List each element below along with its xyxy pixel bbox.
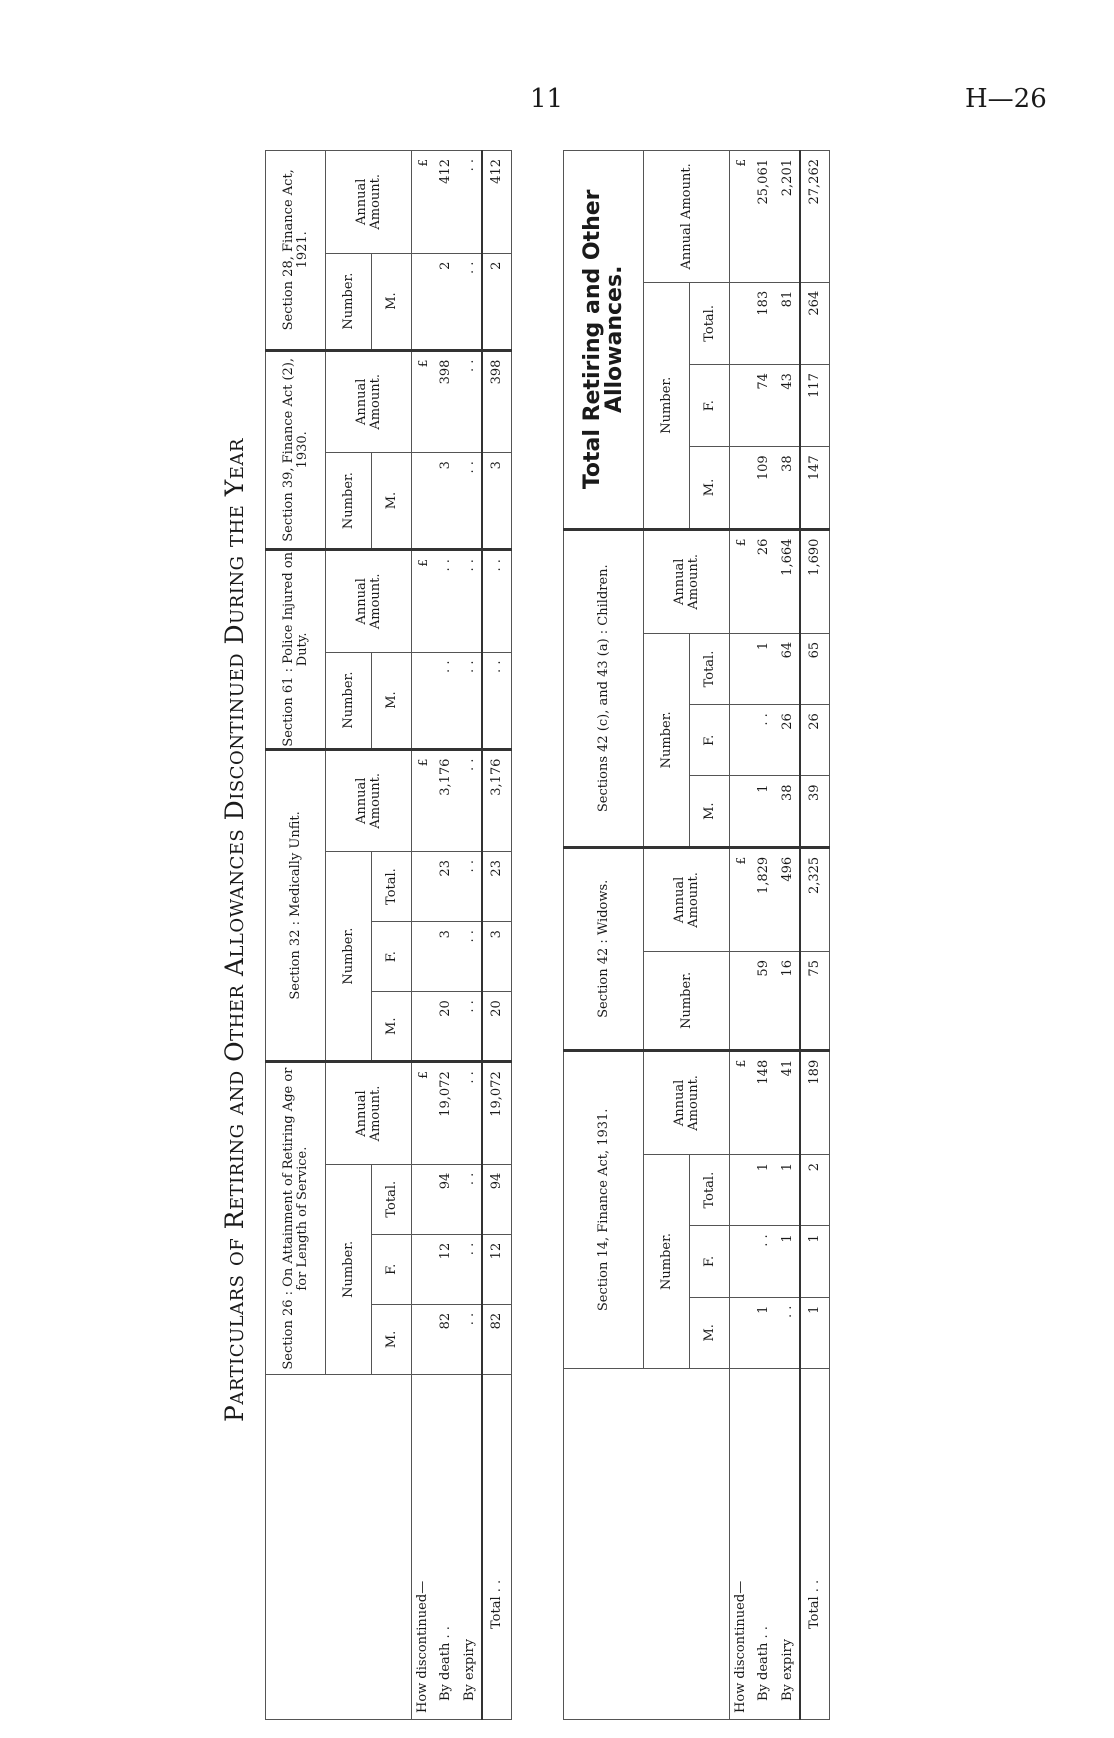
table-row bbox=[776, 151, 800, 1720]
header-blank bbox=[266, 1374, 412, 1719]
pound-sign: £ bbox=[730, 847, 752, 951]
f-header: F. bbox=[690, 705, 730, 776]
cell: 3 bbox=[482, 453, 512, 550]
cell: . . bbox=[458, 852, 482, 922]
cell: 19,072 bbox=[434, 1062, 458, 1164]
cell: 23 bbox=[434, 852, 458, 922]
cell: 2,325 bbox=[800, 847, 830, 951]
cell: 23 bbox=[482, 852, 512, 922]
cell: 65 bbox=[800, 633, 830, 704]
f-header: F. bbox=[690, 365, 730, 447]
by-expiry-label: By expiry bbox=[776, 1368, 800, 1719]
cell: 38 bbox=[776, 447, 800, 529]
section-42-widows-header: Section 42 : Widows. bbox=[564, 847, 644, 1050]
total-header: Total. bbox=[372, 1164, 412, 1234]
cell: 3 bbox=[434, 922, 458, 992]
cell: 38 bbox=[776, 776, 800, 847]
section-42-children-header: Sections 42 (c), and 43 (a) : Children. bbox=[564, 529, 644, 847]
cell: 2,201 bbox=[776, 151, 800, 283]
f-header: F. bbox=[690, 1226, 730, 1297]
number-header: Number. bbox=[644, 282, 690, 529]
pound-sign: £ bbox=[730, 151, 752, 283]
cell: . . bbox=[434, 652, 458, 749]
pound-sign: £ bbox=[730, 529, 752, 633]
annual-amount-header: Annual Amount. bbox=[644, 847, 730, 951]
cell: . . bbox=[458, 550, 482, 652]
m-header: M. bbox=[690, 776, 730, 847]
pound-sign: £ bbox=[412, 1062, 434, 1164]
cell: 3 bbox=[482, 922, 512, 992]
cell: . . bbox=[458, 652, 482, 749]
cell: 43 bbox=[776, 365, 800, 447]
total-row-label: Total . . bbox=[800, 1368, 830, 1719]
cell: 117 bbox=[800, 365, 830, 447]
total-header: Total. bbox=[690, 633, 730, 704]
table-row bbox=[434, 151, 458, 1720]
cell: 2 bbox=[800, 1154, 830, 1225]
f-header: F. bbox=[372, 922, 412, 992]
cell: 1 bbox=[800, 1226, 830, 1297]
cell: 2 bbox=[482, 253, 512, 350]
cell: 189 bbox=[800, 1050, 830, 1154]
cell: 20 bbox=[482, 992, 512, 1062]
cell: . . bbox=[458, 350, 482, 452]
m-header: M. bbox=[372, 992, 412, 1062]
pound-sign: £ bbox=[412, 550, 434, 652]
cell: 25,061 bbox=[752, 151, 776, 283]
total-header: Total. bbox=[372, 852, 412, 922]
cell: 27,262 bbox=[800, 151, 830, 283]
total-allowances-header: Total Retiring and Other Allowances. bbox=[564, 151, 644, 530]
total-row-label: Total . . bbox=[482, 1374, 512, 1719]
table-row bbox=[752, 151, 776, 1720]
number-header: Number. bbox=[644, 1154, 690, 1368]
annual-amount-header: Annual Amount. bbox=[326, 350, 412, 452]
m-header: M. bbox=[372, 453, 412, 550]
cell: . . bbox=[458, 151, 482, 254]
cell: 82 bbox=[482, 1304, 512, 1374]
m-header: M. bbox=[372, 652, 412, 749]
by-death-label: By death . . bbox=[434, 1374, 458, 1719]
cell: 1 bbox=[800, 1297, 830, 1368]
cell: . . bbox=[482, 652, 512, 749]
cell: 183 bbox=[752, 282, 776, 364]
cell: . . bbox=[434, 550, 458, 652]
cell: 3,176 bbox=[482, 749, 512, 851]
cell: . . bbox=[458, 1062, 482, 1164]
cell: . . bbox=[776, 1297, 800, 1368]
cell: 75 bbox=[800, 952, 830, 1051]
cell: 41 bbox=[776, 1050, 800, 1154]
cell: 1 bbox=[752, 1154, 776, 1225]
cell: 148 bbox=[752, 1050, 776, 1154]
total-header: Total. bbox=[690, 282, 730, 364]
annual-amount-header: Annual Amount. bbox=[326, 1062, 412, 1164]
by-expiry-label: By expiry bbox=[458, 1374, 482, 1719]
cell: 398 bbox=[434, 350, 458, 452]
table-bottom bbox=[563, 150, 830, 1720]
m-header: M. bbox=[372, 253, 412, 350]
cell: 1 bbox=[752, 1297, 776, 1368]
section-26-header: Section 26 : On Attainment of Retiring Age or for Length of Service. bbox=[266, 1062, 326, 1375]
page-reference: H—26 bbox=[965, 84, 1047, 114]
table-row bbox=[458, 151, 482, 1720]
cell: 1 bbox=[752, 633, 776, 704]
section-28-header: Section 28, Finance Act, 1921. bbox=[266, 151, 326, 351]
f-header: F. bbox=[372, 1234, 412, 1304]
cell: . . bbox=[458, 453, 482, 550]
cell: 12 bbox=[482, 1234, 512, 1304]
page-number: 11 bbox=[530, 84, 564, 114]
cell: 26 bbox=[776, 705, 800, 776]
number-header: Number. bbox=[326, 453, 372, 550]
cell: 1 bbox=[776, 1154, 800, 1225]
section-61-header: Section 61 : Police Injured on Duty. bbox=[266, 550, 326, 749]
cell: 264 bbox=[800, 282, 830, 364]
m-header: M. bbox=[372, 1304, 412, 1374]
cell: 1,829 bbox=[752, 847, 776, 951]
cell: 94 bbox=[434, 1164, 458, 1234]
cell: 496 bbox=[776, 847, 800, 951]
total-header: Total. bbox=[690, 1154, 730, 1225]
number-header: Number. bbox=[326, 1164, 372, 1374]
cell: . . bbox=[458, 1304, 482, 1374]
number-header: Number. bbox=[326, 652, 372, 749]
cell: . . bbox=[752, 705, 776, 776]
cell: 3 bbox=[434, 453, 458, 550]
cell: . . bbox=[458, 922, 482, 992]
cell: 3,176 bbox=[434, 749, 458, 851]
pound-sign: £ bbox=[730, 1050, 752, 1154]
how-discontinued-label: How discontinued— bbox=[412, 1374, 434, 1719]
cell: 81 bbox=[776, 282, 800, 364]
cell: . . bbox=[482, 550, 512, 652]
section-39-header: Section 39, Finance Act (2), 1930. bbox=[266, 350, 326, 550]
cell: 1 bbox=[752, 776, 776, 847]
table-row-total bbox=[482, 151, 512, 1720]
number-header: Number. bbox=[326, 852, 372, 1062]
by-death-label: By death . . bbox=[752, 1368, 776, 1719]
cell: 1,690 bbox=[800, 529, 830, 633]
cell: 26 bbox=[800, 705, 830, 776]
cell: 82 bbox=[434, 1304, 458, 1374]
pound-sign: £ bbox=[412, 350, 434, 452]
header-blank bbox=[564, 1368, 730, 1719]
cell: . . bbox=[458, 1234, 482, 1304]
pound-sign: £ bbox=[412, 151, 434, 254]
table-top bbox=[265, 150, 512, 1720]
m-header: M. bbox=[690, 447, 730, 529]
cell: 398 bbox=[482, 350, 512, 452]
cell: 74 bbox=[752, 365, 776, 447]
number-header: Number. bbox=[326, 253, 372, 350]
annual-amount-header: Annual Amount. bbox=[644, 529, 730, 633]
cell: 26 bbox=[752, 529, 776, 633]
section-32-header: Section 32 : Medically Unfit. bbox=[266, 749, 326, 1062]
cell: . . bbox=[458, 749, 482, 851]
annual-amount-header: Annual Amount. bbox=[326, 550, 412, 652]
cell: . . bbox=[752, 1226, 776, 1297]
cell: 94 bbox=[482, 1164, 512, 1234]
page-title: Particulars of Retiring and Other Allowances Discontinued During the Year bbox=[220, 438, 249, 1422]
pound-sign: £ bbox=[412, 749, 434, 851]
cell: 2 bbox=[434, 253, 458, 350]
cell: 1 bbox=[776, 1226, 800, 1297]
cell: 19,072 bbox=[482, 1062, 512, 1164]
number-header: Number. bbox=[644, 633, 690, 847]
cell: 109 bbox=[752, 447, 776, 529]
annual-amount-header: Annual Amount. bbox=[644, 151, 730, 283]
cell: 412 bbox=[434, 151, 458, 254]
rotated-page-content bbox=[215, 150, 865, 1720]
allowances-table-1 bbox=[265, 150, 512, 1720]
cell: . . bbox=[458, 1164, 482, 1234]
table-row-total bbox=[800, 151, 830, 1720]
cell: 20 bbox=[434, 992, 458, 1062]
allowances-table-2 bbox=[563, 150, 830, 1720]
cell: 39 bbox=[800, 776, 830, 847]
cell: 412 bbox=[482, 151, 512, 254]
cell: 1,664 bbox=[776, 529, 800, 633]
cell: . . bbox=[458, 992, 482, 1062]
cell: 64 bbox=[776, 633, 800, 704]
section-14-header: Section 14, Finance Act, 1931. bbox=[564, 1050, 644, 1368]
cell: 12 bbox=[434, 1234, 458, 1304]
annual-amount-header: Annual Amount. bbox=[326, 151, 412, 254]
annual-amount-header: Annual Amount. bbox=[644, 1050, 730, 1154]
cell: . . bbox=[458, 253, 482, 350]
cell: 59 bbox=[752, 952, 776, 1051]
how-discontinued-label: How discontinued— bbox=[730, 1368, 752, 1719]
m-header: M. bbox=[690, 1297, 730, 1368]
number-header: Number. bbox=[644, 952, 730, 1051]
cell: 147 bbox=[800, 447, 830, 529]
cell: 16 bbox=[776, 952, 800, 1051]
annual-amount-header: Annual Amount. bbox=[326, 749, 412, 851]
